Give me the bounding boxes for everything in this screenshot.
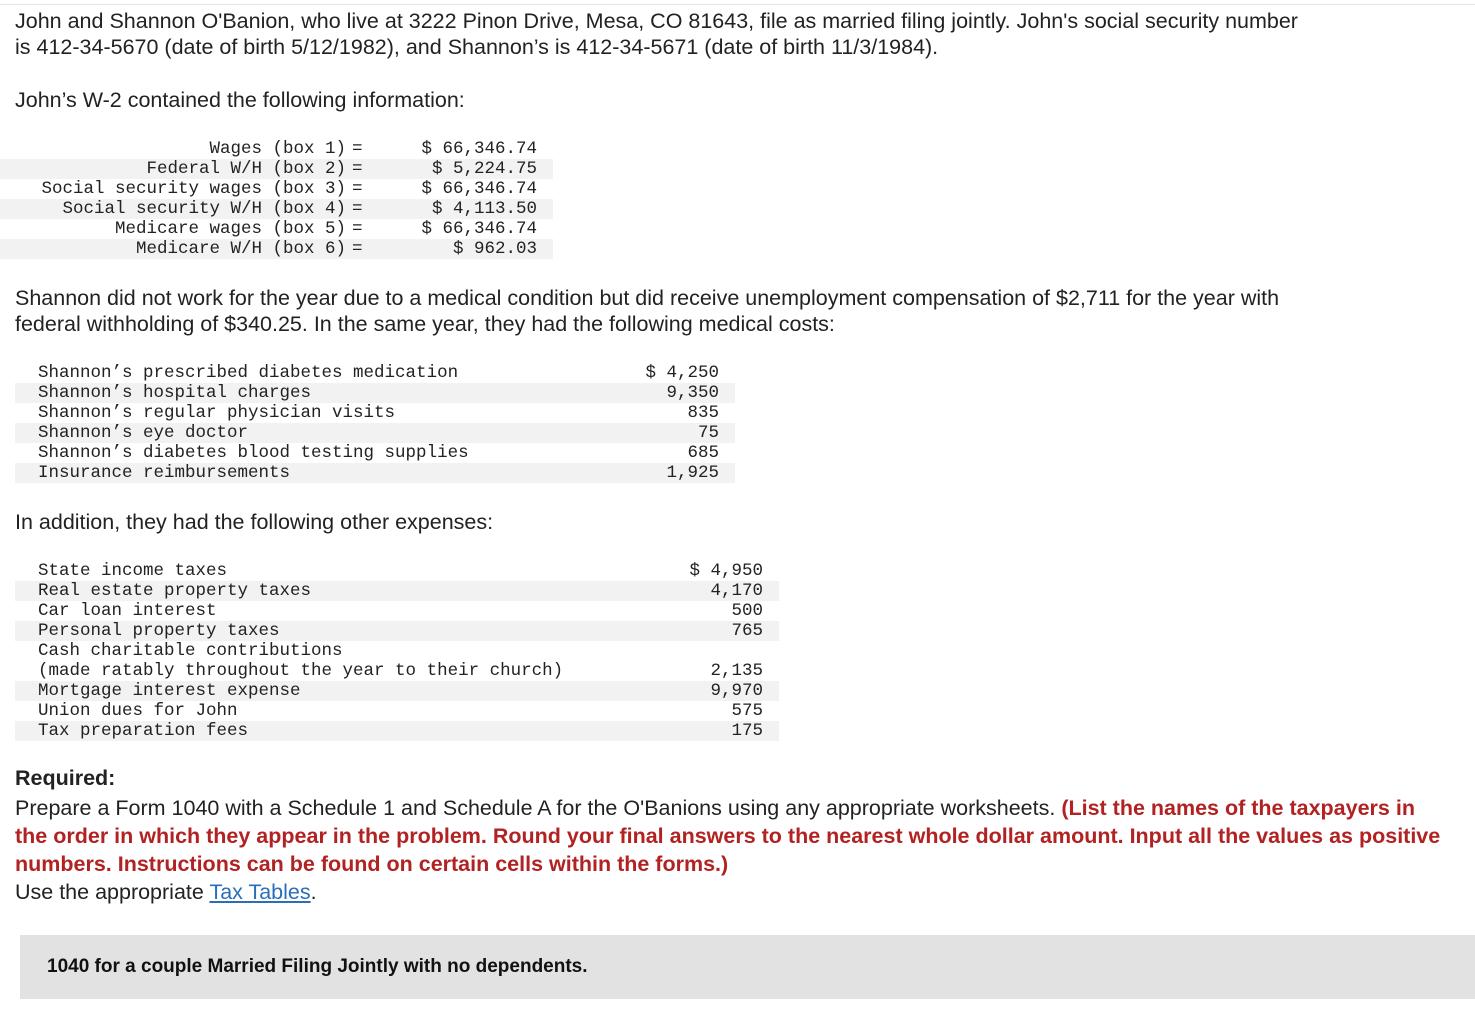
required-emphasis: (List the names of the taxpayers in the order in which they appear in the problem. Round your final answers to the nearest whole dollar amount. Input all the values as positive numbers. Instructions can be found on certain cells within the forms.) [15,796,1441,876]
w2-value: $ 66,346.74 [421,139,537,159]
expense-label: (made ratably throughout the year to their church) [38,661,564,681]
w2-equals: = [352,219,363,239]
expense-value: 2,135 [710,661,763,681]
w2-label: Federal W/H (box 2) [0,159,352,179]
table-row [15,443,735,463]
expense-label: Union dues for John [38,701,238,721]
medical-label: Shannon’s hospital charges [15,383,618,403]
other-expenses-intro: In addition, they had the following other expenses: [15,510,494,534]
w2-label: Social security wages (box 3) [41,179,346,199]
table-row [15,423,735,443]
expense-label: State income taxes [38,561,228,581]
medical-label: Shannon’s eye doctor [15,423,618,443]
expense-value: 500 [731,601,763,621]
table-row [15,561,779,581]
table-row [0,179,553,199]
w2-intro: John’s W-2 contained the following information: [15,88,465,112]
w2-equals: = [352,139,363,159]
medical-value: 685 [687,443,719,463]
w2-equals: = [352,239,392,259]
tax-tables-link[interactable]: Tax Tables [209,880,311,904]
w2-equals: = [352,159,392,179]
banner-title: 1040 for a couple Married Filing Jointly with no dependents. [47,956,588,977]
table-row [15,463,735,483]
w2-value: $ 66,346.74 [421,179,537,199]
w2-equals: = [352,179,363,199]
medical-label: Shannon’s regular physician visits [38,403,396,423]
table-row [0,219,553,239]
table-row [15,721,779,741]
w2-value: $ 4,113.50 [392,199,553,219]
expense-label: Mortgage interest expense [15,681,662,701]
shannon-line-1: Shannon did not work for the year due to a medical condition but did receive unemployment compensation of $2,711 for the year with [15,286,1280,310]
w2-label: Medicare W/H (box 6) [0,239,352,259]
expense-value: 175 [662,721,779,741]
expense-value: 9,970 [662,681,779,701]
expense-label: Tax preparation fees [15,721,662,741]
table-row [15,641,779,661]
table-row [15,403,735,423]
medical-label: Insurance reimbursements [15,463,618,483]
w2-label: Medicare wages (box 5) [114,219,346,239]
w2-label: Social security W/H (box 4) [0,199,352,219]
w2-label: Wages (box 1) [209,139,346,159]
w2-value: $ 5,224.75 [392,159,553,179]
expense-label: Cash charitable contributions [38,641,343,661]
w2-table [0,139,553,259]
table-row [15,383,735,403]
table-row [15,681,779,701]
top-divider [0,4,1475,5]
medical-value: 835 [687,403,719,423]
expense-label: Real estate property taxes [15,581,662,601]
medical-costs-table [15,363,735,483]
medical-value: 9,350 [618,383,735,403]
form-section-banner [20,935,1475,999]
required-instructions [15,794,1445,906]
table-row [15,621,779,641]
table-row [0,239,553,259]
table-row [15,701,779,721]
medical-value: 75 [618,423,735,443]
tax-tables-prefix: Use the appropriate [15,880,210,904]
expense-label: Car loan interest [38,601,217,621]
table-row [15,661,779,681]
shannon-paragraph [15,285,1279,337]
medical-label: Shannon’s diabetes blood testing supplies [38,443,469,463]
required-heading: Required: [15,766,116,790]
expense-value [662,641,779,661]
expense-value: 4,170 [662,581,779,601]
intro-line-1: John and Shannon O'Banion, who live at 3222 Pinon Drive, Mesa, CO 81643, file as married filing jointly. John's social security number [15,9,1298,33]
other-expenses-table [15,561,779,741]
table-row [0,159,553,179]
w2-value: $ 962.03 [392,239,553,259]
medical-label: Shannon’s prescribed diabetes medication [38,363,459,383]
medical-value: 1,925 [618,463,735,483]
table-row [0,199,553,219]
medical-value: $ 4,250 [645,363,719,383]
table-row [15,601,779,621]
w2-value: $ 66,346.74 [421,219,537,239]
shannon-line-2: federal withholding of $340.25. In the same year, they had the following medical costs: [15,312,835,336]
required-text: Prepare a Form 1040 with a Schedule 1 and Schedule A for the O'Banions using any appropriate worksheets. [15,796,1062,820]
w2-equals: = [352,199,392,219]
intro-paragraph [15,8,1298,60]
table-row [15,363,735,383]
expense-value: 575 [731,701,763,721]
expense-value: $ 4,950 [689,561,763,581]
expense-value: 765 [662,621,779,641]
expense-label: Personal property taxes [15,621,662,641]
intro-line-2: is 412-34-5670 (date of birth 5/12/1982), and Shannon’s is 412-34-5671 (date of birth 11/3/1984). [15,35,939,59]
table-row [15,581,779,601]
table-row [0,139,553,159]
tax-tables-suffix: . [310,880,317,904]
